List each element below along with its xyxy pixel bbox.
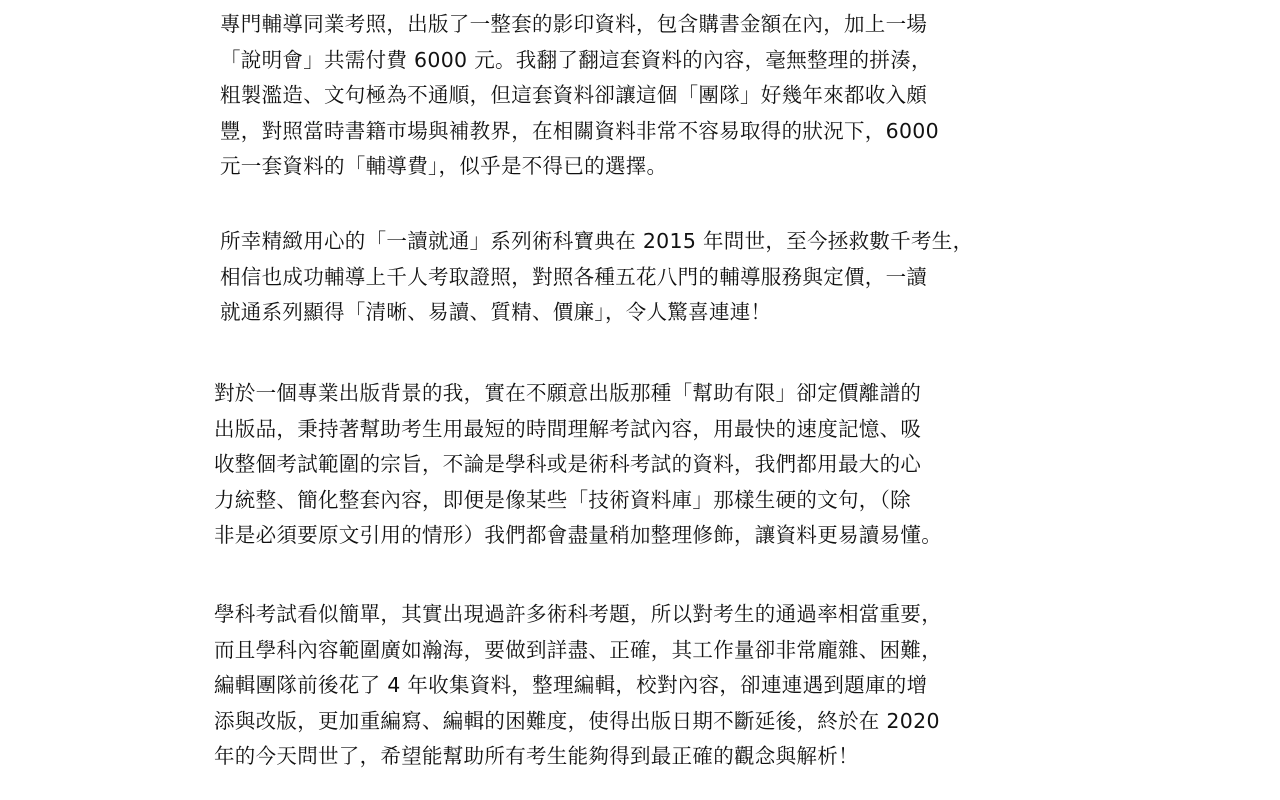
paragraph-line: 粗製濫造、文句極為不通順，但這套資料卻讓這個「團隊」好幾年來都收入頗 [220, 83, 928, 107]
paragraph-line: 收整個考試範圍的宗旨，不論是學科或是術科考試的資料，我們都用最大的心 [214, 452, 922, 476]
paragraph-line: 專門輔導同業考照，出版了一整套的影印資料，包含購書金額在內，加上一場 [220, 12, 928, 36]
paragraph-3 [214, 376, 942, 554]
paragraph-line: 就通系列顯得「清晰、易讀、質精、價廉」，令人驚喜連連！ [220, 300, 772, 324]
paragraph-line: 力統整、簡化整套內容，即便是像某些「技術資料庫」那樣生硬的文句，（除 [214, 487, 911, 512]
paragraph-line: 而且學科內容範圍廣如瀚海，要做到詳盡、正確，其工作量卻非常龐雜、困難， [214, 637, 942, 662]
paragraph-line: 添與改版，更加重編寫、編輯的困難度，使得出版日期不斷延後，終於在 2020 [214, 708, 940, 733]
paragraph-line: 相信也成功輔導上千人考取證照，對照各種五花八門的輔導服務與定價，一讀 [220, 264, 928, 289]
paragraph-line: 所幸精緻用心的「一讀就通」系列術科寶典在 2015 年問世，至今拯救數千考生， [220, 229, 974, 253]
paragraph-line: 編輯團隊前後花了 4 年收集資料，整理編輯，校對內容，卻連連遇到題庫的增 [214, 673, 928, 697]
paragraph-line: 元一套資料的「輔導費」，似乎是不得已的選擇。 [220, 154, 668, 178]
paragraph-4 [214, 597, 942, 775]
paragraph-line: 年的今天問世了，希望能幫助所有考生能夠得到最正確的觀念與解析！ [214, 744, 859, 768]
paragraph-line: 豐，對照當時書籍市場與補教界，在相關資料非常不容易取得的狀況下，6000 [220, 118, 939, 143]
paragraph-line: 學科考試看似簡單，其實出現過許多術科考題，所以對考生的通過率相當重要， [214, 602, 942, 626]
paragraph-line: 出版品，秉持著幫助考生用最短的時間理解考試內容，用最快的速度記憶、吸 [214, 416, 922, 441]
paragraph-1 [220, 7, 939, 185]
paragraph-line: 非是必須要原文引用的情形）我們都會盡量稍加整理修飾，讓資料更易讀易懂。 [214, 523, 942, 547]
paragraph-line: 對於一個專業出版背景的我，實在不願意出版那種「幫助有限」卻定價離譜的 [214, 381, 922, 405]
paragraph-2 [220, 224, 973, 331]
paragraph-line: 「說明會」共需付費 6000 元。我翻了翻這套資料的內容，毫無整理的拼湊， [220, 47, 932, 72]
